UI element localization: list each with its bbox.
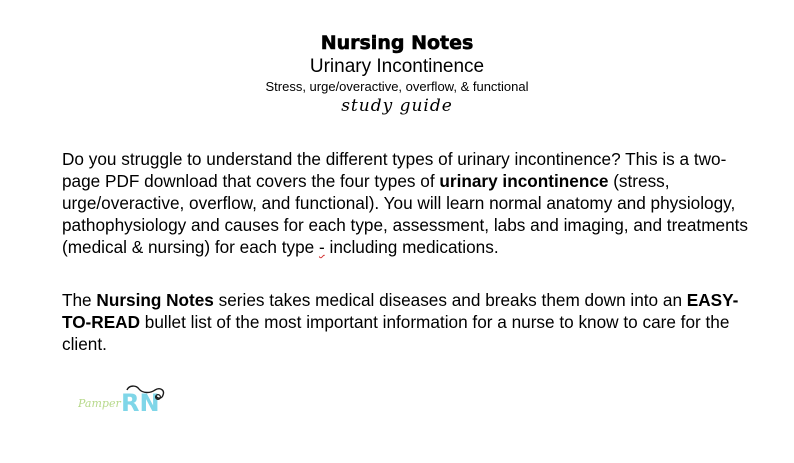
study-guide-label: study guide xyxy=(341,96,453,116)
paragraph-text: Do you struggle to understand the different types of urinary incontinence? This is a two-page PDF download that covers the four types of xyxy=(62,149,727,191)
paragraph-text: (stress, urge/overactive, overflow, and functional). You will learn normal anatomy and physiology, pathophysiology and causes for each type, assessment, labs and imaging, and treatments (medical & nursing) for each type xyxy=(62,171,748,257)
logo-script-text: Pamper xyxy=(78,397,121,410)
spellcheck-dash: - xyxy=(318,237,325,257)
series-paragraph xyxy=(62,289,762,355)
pamper-rn-logo xyxy=(78,384,172,416)
paragraph-text: including medications. xyxy=(324,237,499,257)
paragraph-text: bullet list of the most important information for a nurse to know to care for the client. xyxy=(62,312,730,354)
paragraph-text: series takes medical diseases and breaks them down into an xyxy=(213,290,687,310)
bold-term: urinary incontinence xyxy=(439,171,609,191)
series-title: Nursing Notes xyxy=(320,32,474,54)
subtopic-list: Stress, urge/overactive, overflow, & functional xyxy=(265,79,529,94)
logo-rn-text: RN xyxy=(121,389,160,416)
description-paragraph xyxy=(62,148,762,258)
document-header xyxy=(0,30,794,117)
bold-term: EASY-TO-READ xyxy=(62,290,739,332)
bold-term: Nursing Notes xyxy=(96,290,214,310)
paragraph-text: The xyxy=(62,290,97,310)
topic-title: Urinary Incontinence xyxy=(309,56,485,77)
